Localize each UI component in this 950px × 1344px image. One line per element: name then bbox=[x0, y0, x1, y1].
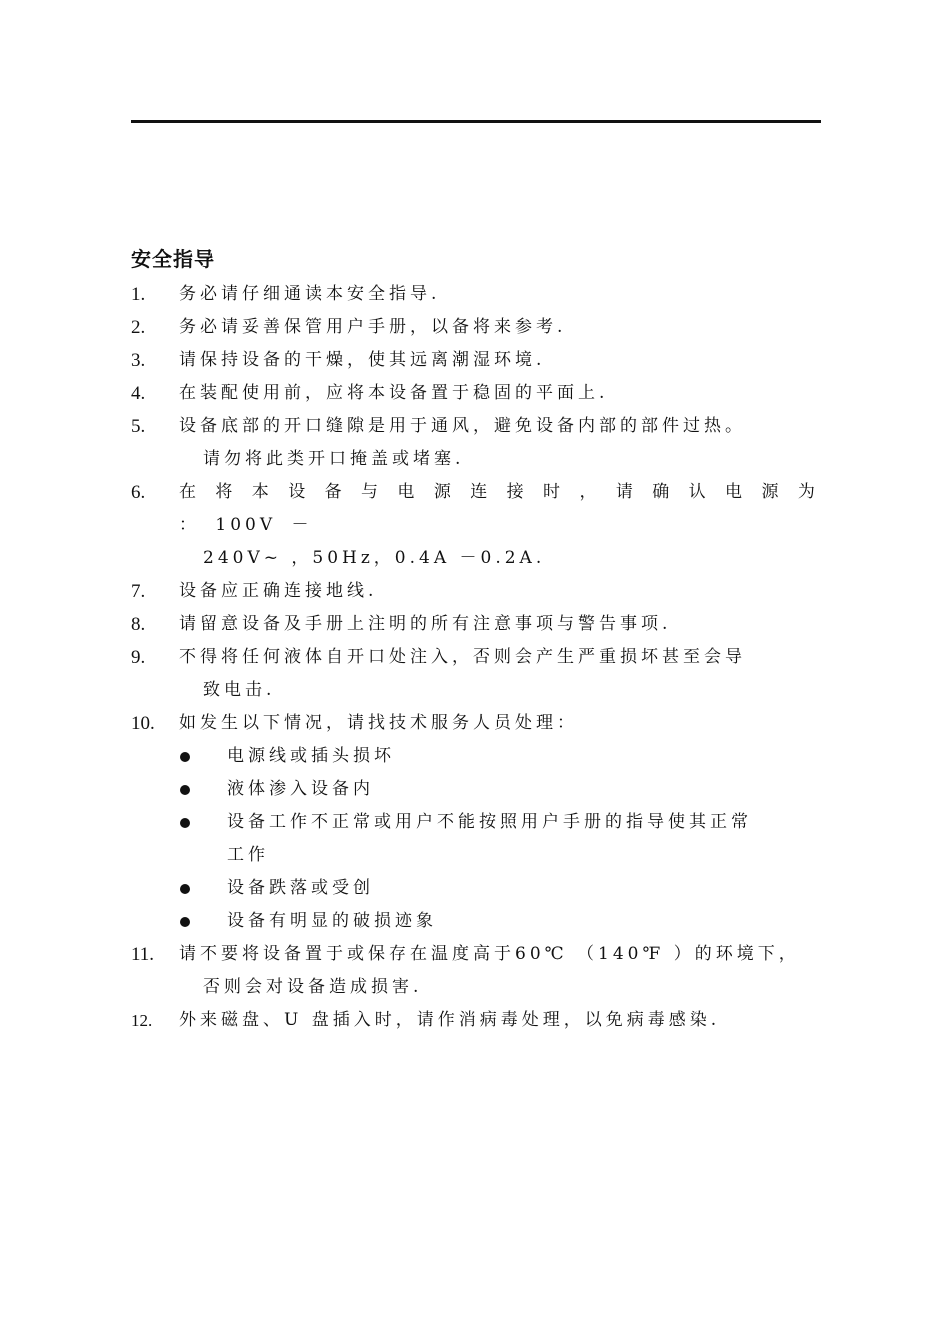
item-number: 2. bbox=[131, 317, 146, 338]
bullet-text: 电源线或插头损坏 bbox=[227, 746, 395, 766]
bullet-dot-icon bbox=[180, 917, 190, 927]
item-number: 11. bbox=[131, 944, 155, 965]
item-text: 外来磁盘、U 盘插入时，请作消病毒处理，以免病毒感染. bbox=[179, 1010, 721, 1030]
safety-list bbox=[131, 278, 831, 1037]
item-number: 6. bbox=[131, 482, 146, 503]
item-number: 12. bbox=[131, 1011, 153, 1030]
item-text: 请保持设备的干燥，使其远离潮湿环境. bbox=[179, 350, 546, 370]
item-number: 3. bbox=[131, 350, 146, 371]
item-text: 不得将任何液体自开口处注入，否则会产生严重损坏甚至会导 bbox=[179, 647, 746, 667]
item-number: 5. bbox=[131, 416, 146, 437]
list-item-9 bbox=[131, 641, 831, 707]
list-item-4 bbox=[131, 377, 831, 410]
list-item-3 bbox=[131, 344, 831, 377]
list-item-7 bbox=[131, 575, 831, 608]
list-item-6 bbox=[131, 476, 831, 575]
list-item-12 bbox=[131, 1004, 831, 1037]
list-item-2 bbox=[131, 311, 831, 344]
bullet-item-2 bbox=[131, 773, 831, 806]
item-text: 设备应正确连接地线. bbox=[179, 581, 378, 601]
list-item-5 bbox=[131, 410, 831, 476]
item-number: 9. bbox=[131, 647, 146, 668]
list-item-1 bbox=[131, 278, 831, 311]
item-text: 请不要将设备置于或保存在温度高于60℃ （140℉ ）的环境下， bbox=[179, 944, 800, 964]
item-text: 在 将 本 设 备 与 电 源 连 接 时 ， 请 确 认 电 源 为 ： 100V － bbox=[179, 482, 819, 535]
item-number: 4. bbox=[131, 383, 146, 404]
bullet-text: 设备工作不正常或用户不能按照用户手册的指导使其正常 bbox=[227, 812, 752, 832]
item-number: 8. bbox=[131, 614, 146, 635]
item-text: 如发生以下情况，请找技术服务人员处理： bbox=[179, 713, 578, 733]
bullet-item-4 bbox=[131, 872, 831, 905]
item-number: 1. bbox=[131, 284, 146, 305]
item-text: 设备底部的开口缝隙是用于通风，避免设备内部的部件过热。 bbox=[179, 416, 746, 436]
header-rule bbox=[131, 120, 821, 123]
bullet-text: 液体渗入设备内 bbox=[227, 779, 374, 799]
list-item-10 bbox=[131, 707, 831, 740]
bullet-text-continued: 工作 bbox=[227, 845, 269, 865]
bullet-item-5 bbox=[131, 905, 831, 938]
item-text-continued: 240V~ ，50Hz，0.4A －0.2A. bbox=[203, 548, 546, 568]
item-text-continued: 请勿将此类开口掩盖或堵塞. bbox=[203, 449, 465, 469]
bullet-item-3 bbox=[131, 806, 831, 872]
bullet-text: 设备有明显的破损迹象 bbox=[227, 911, 437, 931]
item-text: 务必请仔细通读本安全指导. bbox=[179, 284, 441, 304]
bullet-item-1 bbox=[131, 740, 831, 773]
item-text-continued: 否则会对设备造成损害. bbox=[203, 977, 423, 997]
list-item-8 bbox=[131, 608, 831, 641]
item-text: 务必请妥善保管用户手册，以备将来参考. bbox=[179, 317, 567, 337]
bullet-text: 设备跌落或受创 bbox=[227, 878, 374, 898]
bullet-dot-icon bbox=[180, 884, 190, 894]
page-title: 安全指导 bbox=[131, 247, 215, 271]
list-item-11 bbox=[131, 938, 831, 1004]
item-text: 在装配使用前，应将本设备置于稳固的平面上. bbox=[179, 383, 609, 403]
item-number: 10. bbox=[131, 713, 155, 734]
item-text-continued: 致电击. bbox=[203, 680, 276, 700]
bullet-dot-icon bbox=[180, 785, 190, 795]
bullet-dot-icon bbox=[180, 752, 190, 762]
item-number: 7. bbox=[131, 581, 146, 602]
item-text: 请留意设备及手册上注明的所有注意事项与警告事项. bbox=[179, 614, 672, 634]
bullet-dot-icon bbox=[180, 818, 190, 828]
